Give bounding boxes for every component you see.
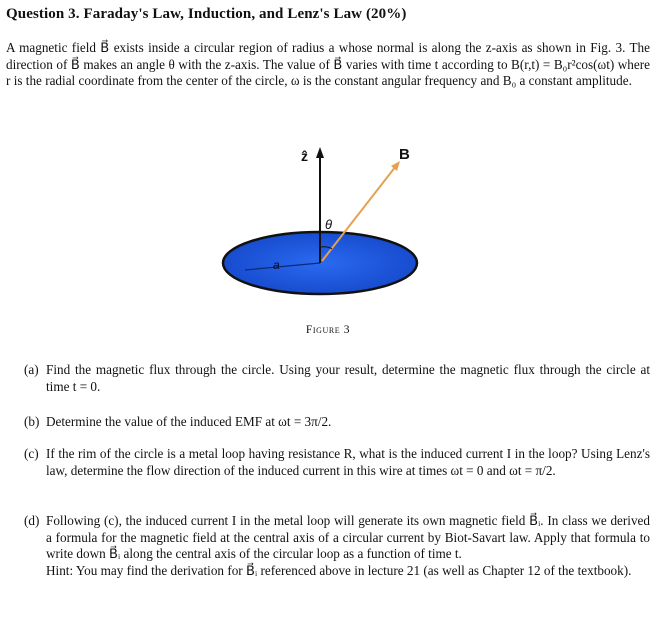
z-axis-arrowhead [316, 147, 324, 158]
b-field-label: B [399, 146, 410, 163]
figure-3 [0, 130, 656, 330]
part-d-hint: Hint: You may find the derivation for B⃗ᵢ referenced above in lecture 21 (as well as Chapter 12 of the textbook). [46, 562, 632, 578]
figure-caption: Figure 3 [305, 324, 351, 336]
part-d-body: Following (c), the induced current I in the metal loop will generate its own magnetic field B⃗ᵢ. In class we derived a formula for the magnetic field at the central axis of a circular current by Biot-Savart law. Apply that formula to write down B⃗ᵢ along the central axis of the circular loop as a function of time t. [46, 513, 650, 561]
part-b-label: (b) [24, 414, 40, 429]
part-a-label: (a) [24, 362, 39, 377]
part-c-text: If the rim of the circle is a metal loop having resistance R, what is the induced current I in the loop? Using Lenz's law, determine the flow direction of the induced current in this wire at times ωt = 0 and ωt = π/2. [46, 446, 650, 478]
part-a-text: Find the magnetic flux through the circle. Using your result, determine the magnetic flux through the circle at time t = 0. [46, 362, 650, 394]
part-d [0, 513, 656, 613]
part-b-text: Determine the value of the induced EMF at ωt = 3π/2. [46, 414, 332, 429]
part-c [0, 446, 656, 498]
question-intro: A magnetic field B⃗ exists inside a circular region of radius a whose normal is along the z-axis as shown in Fig. 3. The direction of B⃗ makes an angle θ with the z-axis. The value of B⃗ varies with time t according to B(r,t) = B₀r²cos(ωt) where r is the radial coordinate from the center of the circle, ω is the constant angular frequency and B₀ a constant amplitude. [6, 40, 650, 88]
question-title: Question 3. Faraday's Law, Induction, and Lenz's Law (20%) [6, 6, 407, 22]
part-d-text [46, 513, 650, 579]
radius-label: a [273, 258, 280, 272]
part-c-label: (c) [24, 446, 39, 461]
z-axis-label: ẑ [301, 148, 308, 164]
part-d-label: (d) [24, 513, 40, 528]
theta-label: θ [325, 217, 333, 232]
part-b [0, 414, 656, 432]
part-a [0, 362, 656, 398]
figure-3-diagram [0, 130, 656, 330]
